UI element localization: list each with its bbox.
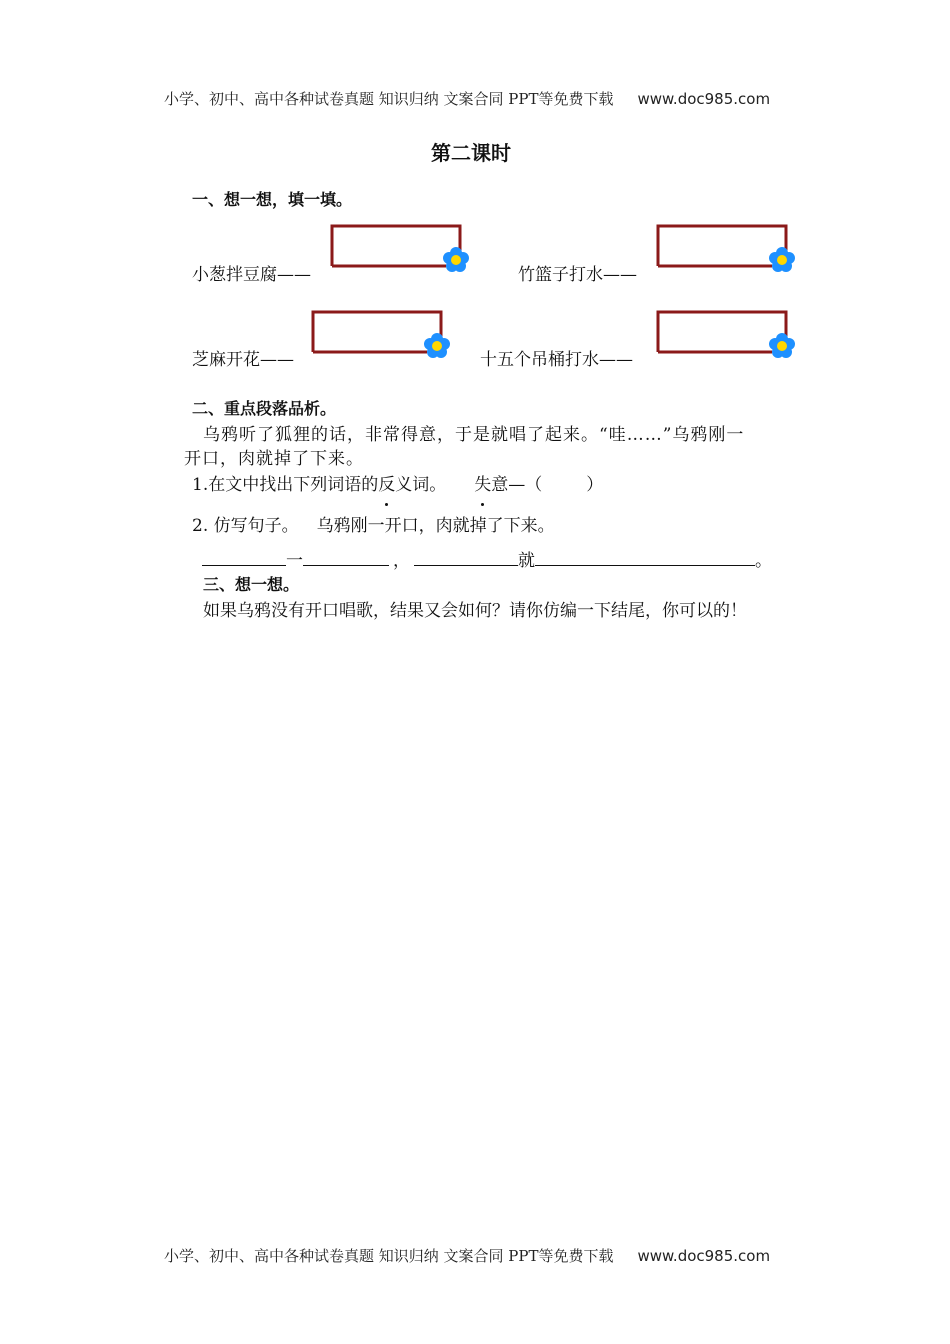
question-2-sentence: 乌鸦刚一开口，肉就掉了下来。 — [316, 516, 555, 536]
page-title: 第二课时 — [431, 141, 511, 165]
word-jiu: 就 — [518, 551, 535, 571]
emphasis-dot — [481, 503, 484, 506]
answer-box-1[interactable] — [328, 222, 474, 274]
imitation-line — [202, 546, 772, 571]
answer-box-4[interactable] — [654, 308, 800, 360]
question-1-word: 失意—（ — [474, 475, 543, 495]
answer-box-3[interactable] — [309, 308, 455, 360]
section3-prompt: 如果乌鸦没有开口唱歌，结果又会如何？请你仿编一下结尾，你可以的！ — [203, 601, 747, 621]
flower-icon — [769, 247, 795, 272]
section1-heading: 一、想一想，填一填。 — [192, 190, 353, 209]
fill-blank-3[interactable] — [414, 549, 518, 566]
passage-line-1: 乌鸦听了狐狸的话，非常得意，于是就唱了起来。“哇……”乌鸦刚一 — [203, 425, 745, 445]
question-1-close: ） — [586, 475, 604, 495]
period: 。 — [755, 551, 772, 571]
footer-url[interactable]: www.doc985.com — [637, 1247, 771, 1265]
emphasis-dot — [385, 503, 388, 506]
fill-blank-2[interactable] — [303, 549, 389, 566]
fill-blank-4[interactable] — [535, 549, 755, 566]
comma: ， — [393, 551, 410, 571]
fill-blank-1[interactable] — [202, 549, 286, 566]
page-header — [164, 88, 770, 109]
question-2-prompt: 2. 仿写句子。 — [192, 516, 299, 536]
header-text: 小学、初中、高中各种试卷真题 知识归纳 文案合同 PPT等免费下载 — [164, 90, 614, 108]
section1-item-1: 小葱拌豆腐—— — [192, 265, 311, 285]
section1-item-4: 十五个吊桶打水—— — [480, 350, 633, 370]
header-url[interactable]: www.doc985.com — [637, 90, 771, 108]
footer-text: 小学、初中、高中各种试卷真题 知识归纳 文案合同 PPT等免费下载 — [164, 1247, 614, 1265]
question-1-prompt: 1.在文中找出下列词语的反义词。 — [192, 475, 447, 495]
section3-heading: 三、想一想。 — [203, 575, 300, 594]
section1-item-3: 芝麻开花—— — [192, 350, 294, 370]
page-footer — [164, 1245, 770, 1266]
question-1 — [192, 470, 603, 495]
flower-icon — [443, 247, 469, 272]
question-2 — [192, 511, 555, 536]
word-yi: 一 — [286, 551, 303, 571]
answer-box-2[interactable] — [654, 222, 800, 274]
flower-icon — [424, 333, 450, 358]
passage-line-2: 开口，肉就掉了下来。 — [184, 449, 364, 469]
flower-icon — [769, 333, 795, 358]
section1-item-2: 竹篮子打水—— — [518, 265, 637, 285]
section2-heading: 二、重点段落品析。 — [192, 399, 337, 418]
